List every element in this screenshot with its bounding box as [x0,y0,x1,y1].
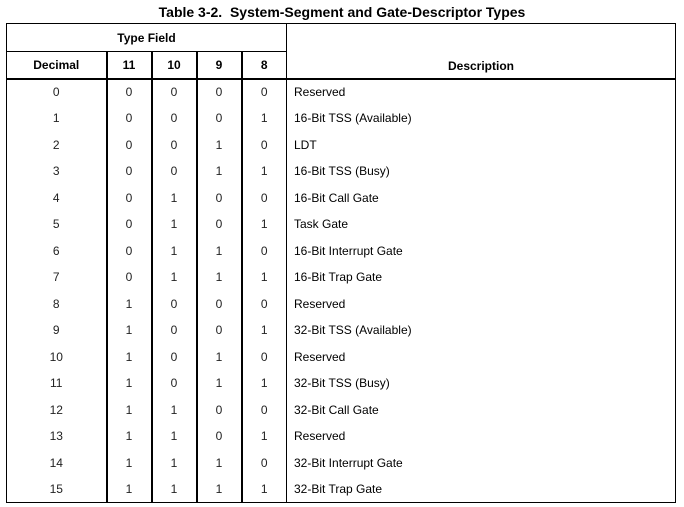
bit10-cell: 0 [152,291,197,318]
decimal-cell: 3 [7,158,107,185]
bit8-cell: 1 [242,158,287,185]
bit10-cell: 1 [152,264,197,291]
bit9-cell: 0 [197,317,242,344]
bit8-header: 8 [242,52,287,79]
bit9-cell: 1 [197,132,242,159]
bit9-cell: 0 [197,397,242,424]
table-row [7,423,676,450]
table-row [7,317,676,344]
bit9-cell: 0 [197,423,242,450]
bit9-cell: 1 [197,370,242,397]
bit9-cell: 1 [197,158,242,185]
decimal-cell: 7 [7,264,107,291]
decimal-cell: 10 [7,344,107,371]
bit11-cell: 1 [107,317,152,344]
bit8-cell: 1 [242,423,287,450]
bit8-cell: 1 [242,370,287,397]
bit9-cell: 0 [197,185,242,212]
description-cell: Reserved [287,344,676,371]
bit8-cell: 0 [242,238,287,265]
bit11-cell: 0 [107,132,152,159]
bit8-cell: 0 [242,185,287,212]
bit10-cell: 0 [152,105,197,132]
decimal-header: Decimal [7,52,107,79]
group-header-row [7,24,676,52]
table-title: Table 3-2. System-Segment and Gate-Descriptor Types [158,4,526,20]
bit9-cell: 0 [197,79,242,106]
description-cell: 16-Bit TSS (Busy) [287,158,676,185]
table-row [7,158,676,185]
bit10-header: 10 [152,52,197,79]
bit11-cell: 1 [107,344,152,371]
bit11-cell: 0 [107,238,152,265]
bit8-cell: 0 [242,450,287,477]
table-row [7,450,676,477]
bit10-cell: 0 [152,79,197,106]
bit9-header: 9 [197,52,242,79]
bit9-cell: 1 [197,344,242,371]
bit10-cell: 0 [152,132,197,159]
decimal-cell: 12 [7,397,107,424]
bit10-cell: 0 [152,158,197,185]
bit9-cell: 0 [197,211,242,238]
bit8-cell: 0 [242,132,287,159]
decimal-cell: 13 [7,423,107,450]
bit8-cell: 1 [242,264,287,291]
bit10-cell: 0 [152,317,197,344]
table-row [7,132,676,159]
bit9-cell: 0 [197,105,242,132]
bit9-cell: 1 [197,476,242,503]
bit8-cell: 1 [242,476,287,503]
bit11-cell: 1 [107,370,152,397]
table-row [7,211,676,238]
description-cell: 16-Bit Trap Gate [287,264,676,291]
decimal-cell: 9 [7,317,107,344]
bit11-cell: 0 [107,264,152,291]
bit9-cell: 1 [197,238,242,265]
bit8-cell: 0 [242,344,287,371]
table-row [7,344,676,371]
decimal-cell: 11 [7,370,107,397]
description-cell: Reserved [287,79,676,106]
bit11-cell: 1 [107,476,152,503]
description-cell: 16-Bit TSS (Available) [287,105,676,132]
decimal-cell: 5 [7,211,107,238]
table-row [7,397,676,424]
type-field-header: Type Field [7,24,287,52]
description-cell: 32-Bit Trap Gate [287,476,676,503]
decimal-cell: 1 [7,105,107,132]
bit10-cell: 0 [152,344,197,371]
bit8-cell: 1 [242,317,287,344]
bit10-cell: 1 [152,476,197,503]
bit10-cell: 1 [152,185,197,212]
bit10-cell: 1 [152,397,197,424]
description-cell: LDT [287,132,676,159]
decimal-cell: 6 [7,238,107,265]
description-cell: 32-Bit TSS (Busy) [287,370,676,397]
decimal-cell: 0 [7,79,107,106]
table-row [7,79,676,106]
description-cell: 32-Bit Interrupt Gate [287,450,676,477]
table-row [7,185,676,212]
description-cell: Reserved [287,423,676,450]
bit11-cell: 0 [107,211,152,238]
table-row [7,264,676,291]
table-row [7,476,676,503]
descriptor-types-table [6,23,676,503]
table-row [7,370,676,397]
description-cell: Task Gate [287,211,676,238]
bit11-cell: 0 [107,158,152,185]
description-cell: Reserved [287,291,676,318]
bit8-cell: 0 [242,397,287,424]
decimal-cell: 14 [7,450,107,477]
bit11-cell: 1 [107,397,152,424]
bit10-cell: 1 [152,450,197,477]
bit11-cell: 0 [107,105,152,132]
decimal-cell: 4 [7,185,107,212]
bit8-cell: 1 [242,105,287,132]
table-row [7,105,676,132]
description-cell: 16-Bit Interrupt Gate [287,238,676,265]
bit10-cell: 1 [152,423,197,450]
description-header: Description [287,24,676,79]
decimal-cell: 2 [7,132,107,159]
bit8-cell: 1 [242,211,287,238]
description-cell: 16-Bit Call Gate [287,185,676,212]
table-body [7,79,676,503]
bit11-cell: 0 [107,185,152,212]
bit11-cell: 1 [107,423,152,450]
bit9-cell: 1 [197,264,242,291]
bit11-header: 11 [107,52,152,79]
bit9-cell: 1 [197,450,242,477]
decimal-cell: 15 [7,476,107,503]
bit10-cell: 0 [152,370,197,397]
description-cell: 32-Bit TSS (Available) [287,317,676,344]
table-row [7,291,676,318]
bit11-cell: 0 [107,79,152,106]
bit11-cell: 1 [107,450,152,477]
decimal-cell: 8 [7,291,107,318]
bit10-cell: 1 [152,211,197,238]
table-row [7,238,676,265]
bit10-cell: 1 [152,238,197,265]
bit8-cell: 0 [242,291,287,318]
bit8-cell: 0 [242,79,287,106]
description-cell: 32-Bit Call Gate [287,397,676,424]
bit11-cell: 1 [107,291,152,318]
bit9-cell: 0 [197,291,242,318]
